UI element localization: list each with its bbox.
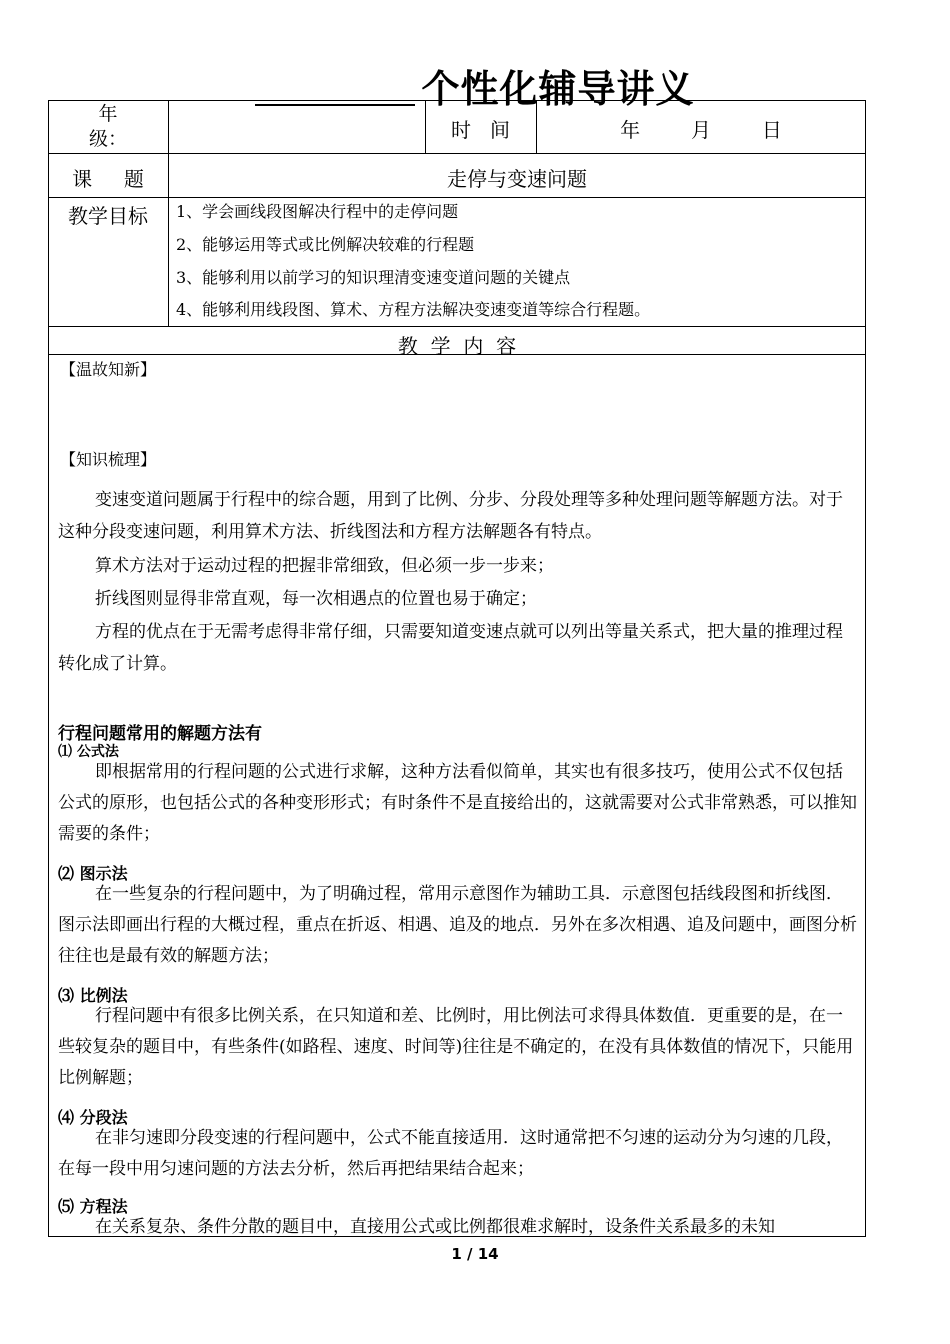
grade-value-cell[interactable] (170, 102, 424, 152)
goal-label: 教学目标 (68, 204, 148, 228)
knowledge-label: 【知识梳理】 (60, 450, 157, 469)
row-divider (48, 197, 866, 198)
content-heading: 教 学 内 容 (397, 334, 517, 358)
time-label: 时 间 (450, 118, 511, 142)
method-text: 在一些复杂的行程问题中，为了明确过程，常用示意图作为辅助工具．示意图包括线段图和折线图．图示法即画出行程的大概过程，重点在折返、相遇、追及的地点．另外在多次相遇、追及问题中，画图分析往往也是最有效的解题方法； (58, 884, 857, 966)
row-divider (48, 326, 866, 327)
goal-item: 4、能够利用线段图、算术、方程方法解决变速变道等综合行程题。 (176, 300, 651, 319)
method-text: 在关系复杂、条件分散的题目中，直接用公式或比例都很难求解时，设条件关系最多的未知 (95, 1217, 775, 1236)
method-text: 行程问题中有很多比例关系，在只知道和差、比例时，用比例法可求得具体数值．更重要的是，在一些较复杂的题目中，有些条件(如路程、速度、时间等)往往是不确定的，在没有具体数值的情况下，只能用比例解题； (58, 1006, 854, 1088)
method-title: ⑷ 分段法 (58, 1108, 128, 1127)
intro-paragraph: 折线图则显得非常直观，每一次相遇点的位置也易于确定； (95, 589, 537, 609)
grade-label: 年 级： (88, 103, 127, 150)
date-value: 年 月 日 (620, 118, 782, 142)
page-title-text: 个性化辅导讲义 (421, 67, 695, 111)
review-label: 【温故知新】 (60, 360, 157, 379)
method-text: 即根据常用的行程问题的公式进行求解，这种方法看似简单，其实也有很多技巧，使用公式不仅包括公式的原形，也包括公式的各种变形形式；有时条件不是直接给出的，这就需要对公式非常熟悉，可以推知需要的条件； (58, 762, 857, 844)
intro-paragraph: 算术方法对于运动过程的把握非常细致，但必须一步一步来； (95, 556, 554, 576)
goal-item: 3、能够利用以前学习的知识理清变速变道问题的关键点 (176, 268, 571, 287)
goal-item: 1、学会画线段图解决行程中的走停问题 (176, 202, 459, 221)
method-title: ⑸ 方程法 (58, 1197, 128, 1216)
method-title: ⑵ 图示法 (58, 864, 128, 883)
methods-heading: 行程问题常用的解题方法有 (58, 724, 262, 744)
row-divider (48, 153, 866, 154)
method-title: ⑶ 比例法 (58, 986, 128, 1005)
intro-paragraph: 变速变道问题属于行程中的综合题，用到了比例、分步、分段处理等多种处理问题等解题方法。对于这种分段变速问题，利用算术方法、折线图法和方程方法解题各有特点。 (58, 490, 843, 542)
column-divider (168, 100, 169, 326)
method-title: ⑴ 公式法 (58, 744, 119, 760)
intro-paragraph: 方程的优点在于无需考虑得非常仔细，只需要知道变速点就可以列出等量关系式，把大量的推理过程转化成了计算。 (58, 622, 843, 674)
page-number: 1 / 14 (451, 1245, 499, 1263)
method-text: 在非匀速即分段变速的行程问题中，公式不能直接适用．这时通常把不匀速的运动分为匀速的几段，在每一段中用匀速问题的方法去分析，然后再把结果结合起来； (58, 1128, 843, 1179)
goal-item: 2、能够运用等式或比例解决较难的行程题 (176, 235, 475, 254)
topic-label: 课 题 (72, 167, 144, 191)
topic-value: 走停与变速问题 (447, 167, 587, 191)
